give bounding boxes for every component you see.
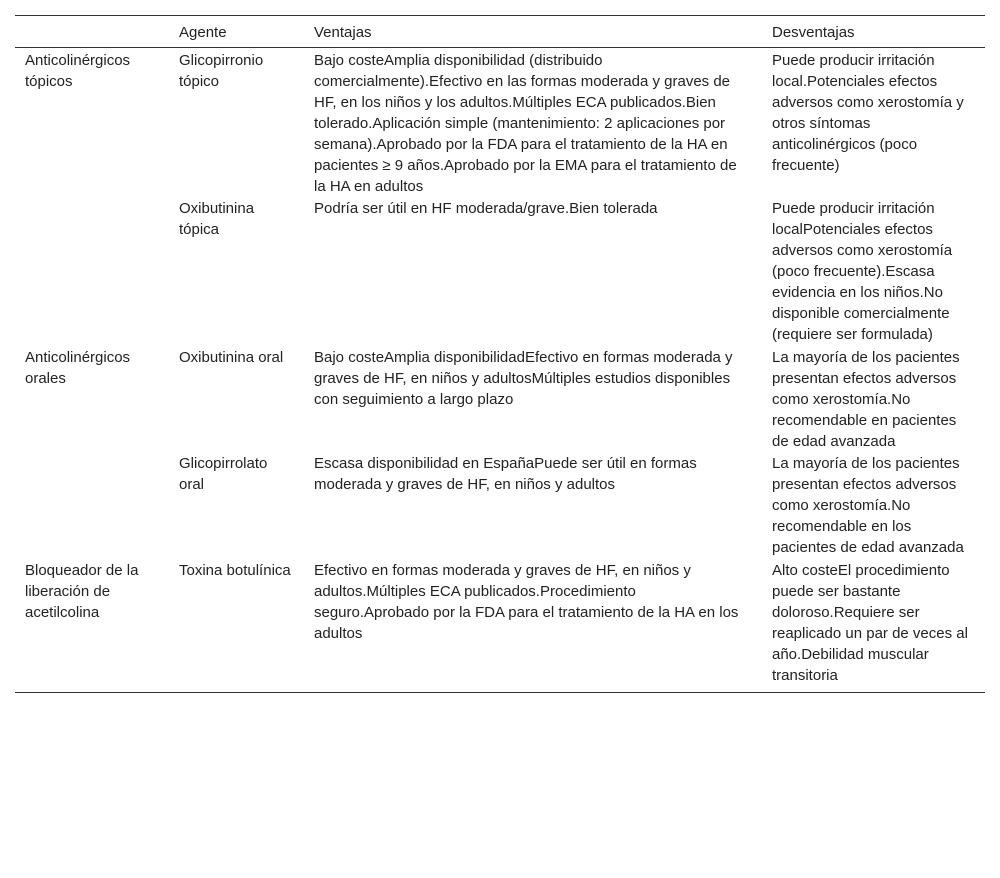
disadvantages-cell: Puede producir irritación local.Potenciales efectos adversos como xerostomía y otros síntomas anticolinérgicos (poco frecuente) (772, 52, 964, 174)
agent-cell: Toxina botulínica (169, 558, 304, 693)
group-cell: Bloqueador de la liberación de acetilcolina (15, 558, 169, 693)
group-cell (15, 197, 169, 345)
treatment-comparison-table (15, 15, 985, 693)
agent-cell: Glicopirronio tópico (179, 52, 264, 90)
table-row (15, 452, 985, 558)
header-advantages: Ventajas (304, 16, 762, 48)
table-body (15, 48, 985, 693)
disadvantages-cell: Puede producir irritación localPotenciales efectos adversos como xerostomía (poco frecuente).Escasa evidencia en los niños.No disponible comercialmente (requiere ser formulada) (772, 200, 953, 343)
header-row (15, 16, 985, 48)
group-cell (15, 452, 169, 558)
disadvantages-cell: Alto costeEl procedimiento puede ser bastante doloroso.Requiere ser reaplicado un par de veces al año.Debilidad muscular transitoria (762, 558, 985, 693)
advantages-cell: Efectivo en formas moderada y graves de HF, en niños y adultos.Múltiples ECA publicados.Procedimiento seguro.Aprobado por la FDA para el tratamiento de la HA en los adultos (304, 558, 762, 693)
advantages-cell: Escasa disponibilidad en EspañaPuede ser útil en formas moderada y graves de HF, en niños y adultos (314, 455, 697, 493)
agent-cell: Oxibutinina oral (179, 349, 284, 366)
table-row (15, 558, 985, 693)
agent-cell: Oxibutinina tópica (179, 200, 255, 238)
advantages-cell: Bajo costeAmplia disponibilidadEfectivo en formas moderada y graves de HF, en niños y adultosMúltiples estudios disponibles con seguimiento a largo plazo (314, 349, 733, 408)
table-row (15, 48, 985, 198)
advantages-cell: Bajo costeAmplia disponibilidad (distribuido comercialmente).Efectivo en las formas moderada y graves de HF, en los niños y los adultos.Múltiples ECA publicados.Bien tolerado.Aplicación simple (mantenimiento: 2 aplicaciones por semana).Aprobado por la FDA para el tratamiento de la HA en pacientes ≥ 9 años.Aprobado por la EMA para el tratamiento de la HA en adultos (314, 52, 737, 195)
group-cell: Anticolinérgicos tópicos (25, 52, 131, 90)
header-disadvantages: Desventajas (762, 16, 985, 48)
agent-cell: Glicopirrolato oral (179, 455, 268, 493)
disadvantages-cell: La mayoría de los pacientes presentan efectos adversos como xerostomía.No recomendable en los pacientes de edad avanzada (772, 455, 964, 556)
header-group (15, 16, 169, 48)
table-row (15, 345, 985, 452)
table-row (15, 197, 985, 345)
table-header (15, 16, 985, 48)
advantages-cell: Podría ser útil en HF moderada/grave.Bien tolerada (314, 200, 658, 217)
group-cell: Anticolinérgicos orales (25, 349, 131, 387)
disadvantages-cell: La mayoría de los pacientes presentan efectos adversos como xerostomía.No recomendable en pacientes de edad avanzada (772, 349, 960, 450)
header-agent: Agente (169, 16, 304, 48)
